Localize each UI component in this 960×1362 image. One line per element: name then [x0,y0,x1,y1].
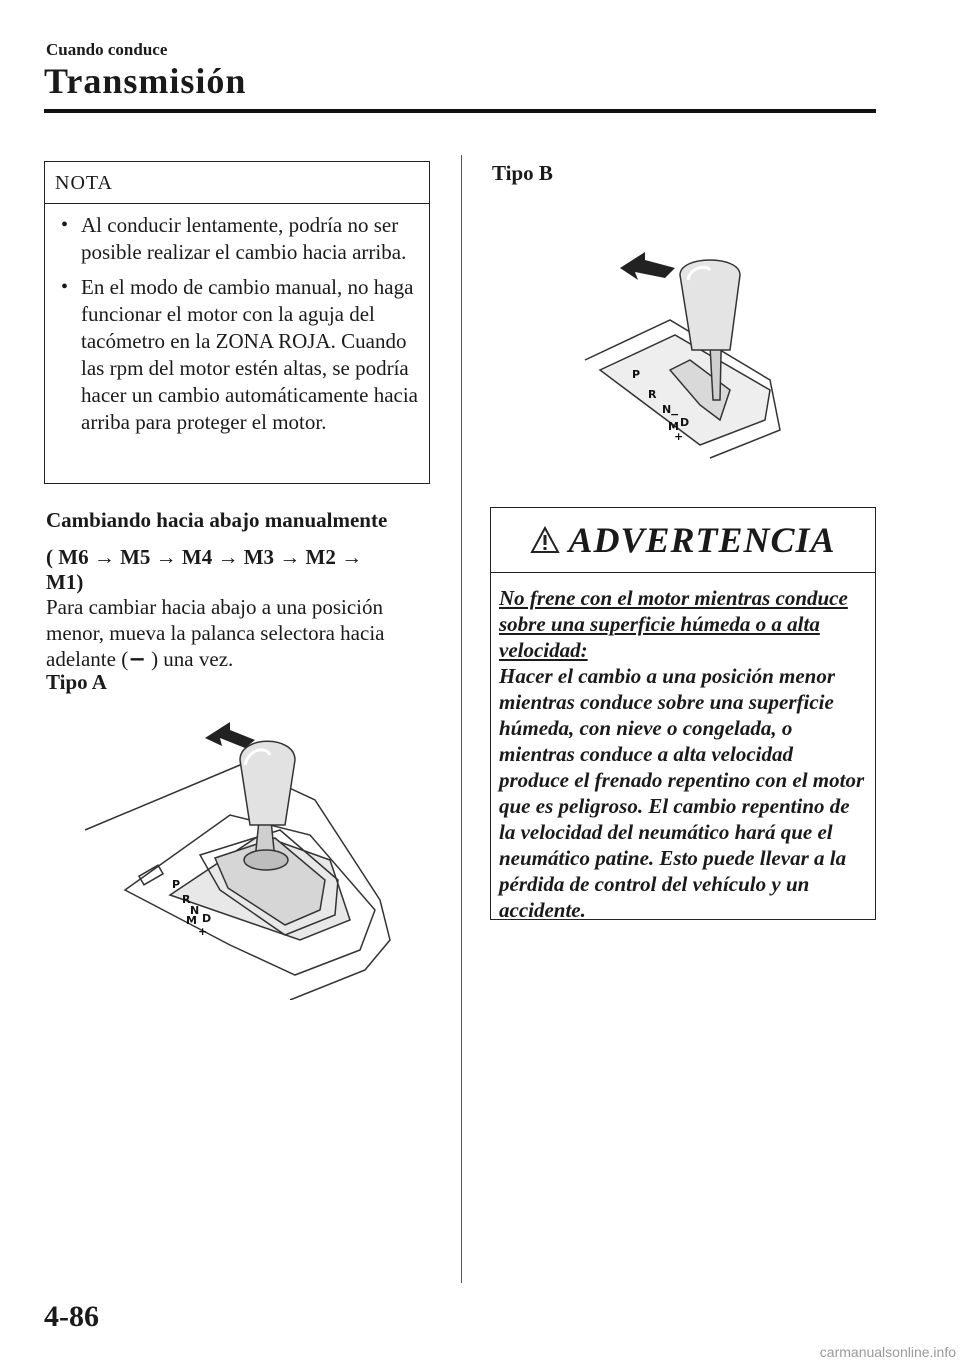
shifter-letter: + [674,430,684,443]
nota-box [44,161,430,484]
paragraph-text-pre: adelante ( [46,647,129,671]
warning-box [490,507,876,920]
shifter-letter: − [670,408,680,421]
nota-list [45,204,429,436]
gate-slot [139,865,163,885]
downshift-sequence-line2: M1) [46,570,84,594]
shifter-letter: N [190,904,200,917]
shifter-letter: P [172,878,181,891]
downshift-paragraph-line1: Para cambiar hacia abajo a una posición [46,595,384,619]
section-kicker: Cuando conduce [46,40,168,59]
downshift-paragraph-line3 [46,646,233,672]
type-a-label: Tipo A [46,670,107,694]
warning-text: Hacer el cambio a una posición menor mientras conduce sobre una superficie húmeda, con nieve o congelada, o mientras conduce a alta velocidad produce el frenado repentino con el motor que es peligroso. El cambio repentino de la velocidad del neumático hará que el neumático patine. Esto puede llevar a la pérdida de control del vehículo y un accidente. [499,664,865,922]
warning-icon [530,526,560,554]
nota-item: • Al conducir lentamente, podría no ser posible realizar el cambio hacia arriba. [81,212,421,266]
nota-title: NOTA [45,162,429,204]
lever-collar [244,850,288,870]
chapter-title: Transmisión [44,61,247,101]
shifter-letter: + [198,925,208,938]
warning-lead: No frene con el motor mientras conduce sobre una superficie húmeda o a alta velocidad: [499,586,848,662]
shifter-letter: D [680,416,690,429]
warning-title: ADVERTENCIA [568,520,836,560]
arrow-icon [205,722,255,748]
shifter-illustration-type-b [580,240,790,460]
arrow-icon [620,252,675,280]
type-b-label: Tipo B [492,161,553,185]
shifter-letter: P [632,368,641,381]
downshift-heading: Cambiando hacia abajo manualmente [46,508,388,532]
column-divider [461,155,462,1283]
warning-header [491,508,875,573]
shifter-letter: M [668,420,679,433]
paragraph-text-post: ) una vez. [145,647,234,671]
shifter-letter: R [182,893,191,906]
shifter-letter: M [186,914,197,927]
warning-body [491,573,875,923]
shifter-illustration-type-a [80,710,400,1000]
downshift-sequence-line1: ( M6 → M5 → M4 → M3 → M2 → [46,545,363,569]
header-rule [44,109,876,113]
shifter-letter: R [648,388,657,401]
minus-symbol: − [128,647,146,671]
shifter-letter: N [662,403,672,416]
downshift-paragraph-line2: menor, mueva la palanca selectora hacia [46,621,385,645]
page-number: 4-86 [44,1300,99,1333]
shifter-letter: D [202,912,212,925]
nota-item: • En el modo de cambio manual, no haga funcionar el motor con la aguja del tacómetro en la ZONA ROJA. Cuando las rpm del motor estén altas, se podría hacer un cambio automáticamente hacia arriba para proteger el motor. [81,274,421,436]
watermark: carmanualsonline.info [819,1344,956,1360]
